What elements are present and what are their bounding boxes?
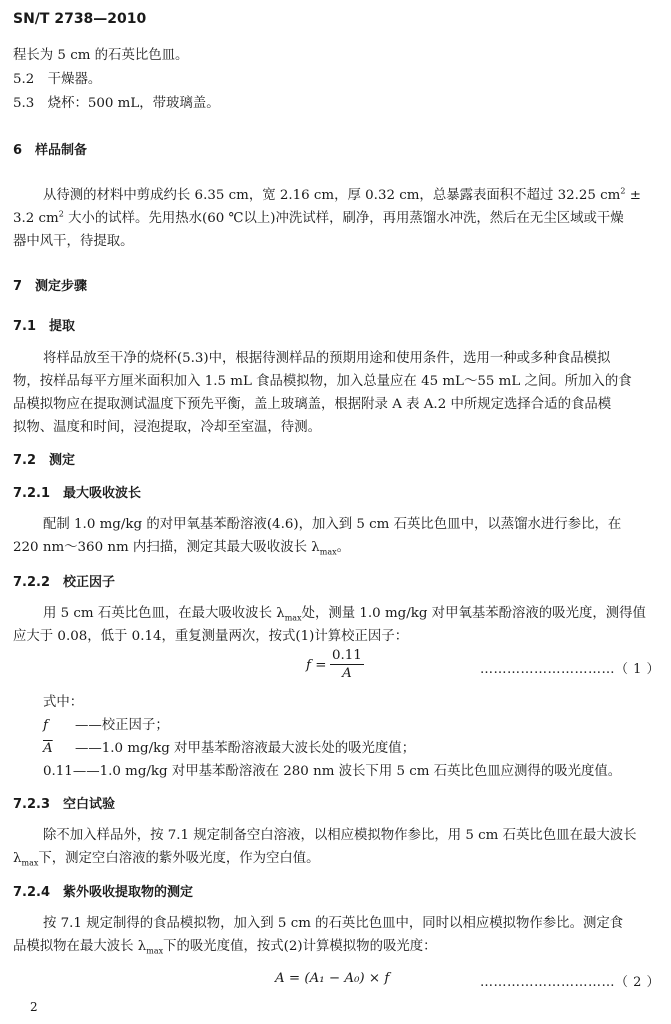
sec6-line-2-post: 大小的试样。先用热水(60 ℃以上)冲洗试样，刷净，再用蒸馏水冲洗，然后在无尘区域或干燥 — [63, 211, 624, 226]
sub-max: max — [21, 858, 39, 868]
s722-line-2: 应大于 0.08，低于 0.14，重复测量两次，按式(1)计算校正因子： — [13, 629, 409, 644]
equation-2: A = (A₁ − A₀) × f — [275, 971, 390, 986]
def-f — [43, 717, 169, 735]
s71-line-3: 品模拟物应在提取测试温度下预先平衡，盖上玻璃盖，根据附录 A 表 A.2 中所规定选择合适的食品模 — [13, 397, 612, 412]
page-number: 2 — [30, 1000, 38, 1014]
section-7-2-2-title: 7.2.2 校正因子 — [13, 575, 116, 590]
s722-line-1-post: 处，测量 1.0 mg/kg 对甲氧基苯酚溶液的吸光度，测得值 — [301, 606, 646, 621]
s722-line-1-pre: 用 5 cm 石英比色皿，在最大吸收波长 λ — [43, 606, 285, 621]
s71-line-2: 物，按样品每平方厘米面积加入 1.5 mL 食品模拟物，加入总量应在 45 mL～55 mL 之间。所加入的食 — [13, 374, 632, 389]
section-7-title: 7 测定步骤 — [13, 279, 88, 294]
s721-line-2-pre: 220 nm～360 nm 内扫描，测定其最大吸收波长 λ — [13, 540, 320, 555]
def-f-text: ——校正因子； — [75, 718, 169, 733]
section-6-title: 6 样品制备 — [13, 143, 88, 158]
def-a — [43, 740, 415, 758]
sup-squared: 2 — [58, 209, 64, 219]
sec6-line-1-pm: ± — [625, 188, 641, 203]
item-line-cont: 程长为 5 cm 的石英比色皿。 — [13, 48, 189, 63]
s723-line-2 — [13, 850, 320, 868]
s722-line-1 — [43, 605, 646, 623]
equation-2-number: …………………………（ 2 ） — [480, 975, 661, 990]
section-7-2-1-title: 7.2.1 最大吸收波长 — [13, 486, 142, 501]
sec6-line-2 — [13, 210, 624, 228]
s724-line-2 — [13, 938, 437, 956]
equation-1-number: …………………………（ 1 ） — [480, 662, 661, 677]
s723-line-1: 除不加入样品外，按 7.1 规定制备空白溶液，以相应模拟物作参比，用 5 cm 石英比色皿在最大波长 — [43, 828, 637, 843]
sub-max: max — [319, 547, 337, 557]
s721-line-2 — [13, 539, 350, 557]
s721-line-2-post: 。 — [336, 540, 351, 555]
equation-1-fraction — [330, 648, 364, 681]
sec6-line-1-text: 从待测的材料中剪成约长 6.35 cm，宽 2.16 cm，厚 0.32 cm，总暴露表面积不超过 32.25 cm — [43, 188, 621, 203]
item-5-3: 5.3 烧杯：500 mL，带玻璃盖。 — [13, 96, 220, 111]
def-011: 0.11——1.0 mg/kg 对甲基苯酚溶液在 280 nm 波长下用 5 cm 石英比色皿应测得的吸光度值。 — [43, 764, 622, 779]
sub-max: max — [284, 613, 302, 623]
s723-line-2-pre: λ — [13, 851, 22, 866]
section-7-1-title: 7.1 提取 — [13, 319, 76, 334]
section-7-2-4-title: 7.2.4 紫外吸收提取物的测定 — [13, 885, 194, 900]
sub-max: max — [146, 946, 164, 956]
equation-1-numerator: 0.11 — [332, 648, 362, 663]
s723-line-2-post: 下，测定空白溶液的紫外吸光度，作为空白值。 — [38, 851, 320, 866]
s724-line-1: 按 7.1 规定制得的食品模拟物，加入到 5 cm 的石英比色皿中，同时以相应模拟物作参比。测定食 — [43, 916, 624, 931]
s71-line-1: 将样品放至干净的烧杯(5.3)中，根据待测样品的预期用途和使用条件，选用一种或多种食品模拟 — [43, 351, 611, 366]
item-5-2: 5.2 干燥器。 — [13, 72, 102, 87]
sec6-line-3: 器中风干，待提取。 — [13, 234, 134, 249]
section-7-2-title: 7.2 测定 — [13, 453, 76, 468]
where-label: 式中： — [43, 695, 84, 710]
section-7-2-3-title: 7.2.3 空白试验 — [13, 797, 116, 812]
s724-line-2-post: 下的吸光度值，按式(2)计算模拟物的吸光度： — [163, 939, 437, 954]
equation-1-lhs: f = — [306, 658, 327, 673]
sup-squared: 2 — [620, 186, 626, 196]
sec6-line-2-pre: 3.2 cm — [13, 211, 59, 226]
def-a-symbol: $\overline{A}$ — [43, 741, 53, 756]
s721-line-1: 配制 1.0 mg/kg 的对甲氧基苯酚溶液(4.6)，加入到 5 cm 石英比色皿中，以蒸馏水进行参比，在 — [43, 517, 622, 532]
header-code: SN/T 2738—2010 — [13, 11, 147, 27]
s71-line-4: 拟物、温度和时间，浸泡提取，冷却至室温，待测。 — [13, 420, 321, 435]
def-f-symbol: f — [43, 718, 48, 733]
def-a-text: ——1.0 mg/kg 对甲基苯酚溶液最大波长处的吸光度值； — [75, 741, 416, 756]
equation-1-denominator: A — [342, 666, 352, 681]
s724-line-2-pre: 品模拟物在最大波长 λ — [13, 939, 147, 954]
sec6-line-1 — [43, 187, 641, 205]
